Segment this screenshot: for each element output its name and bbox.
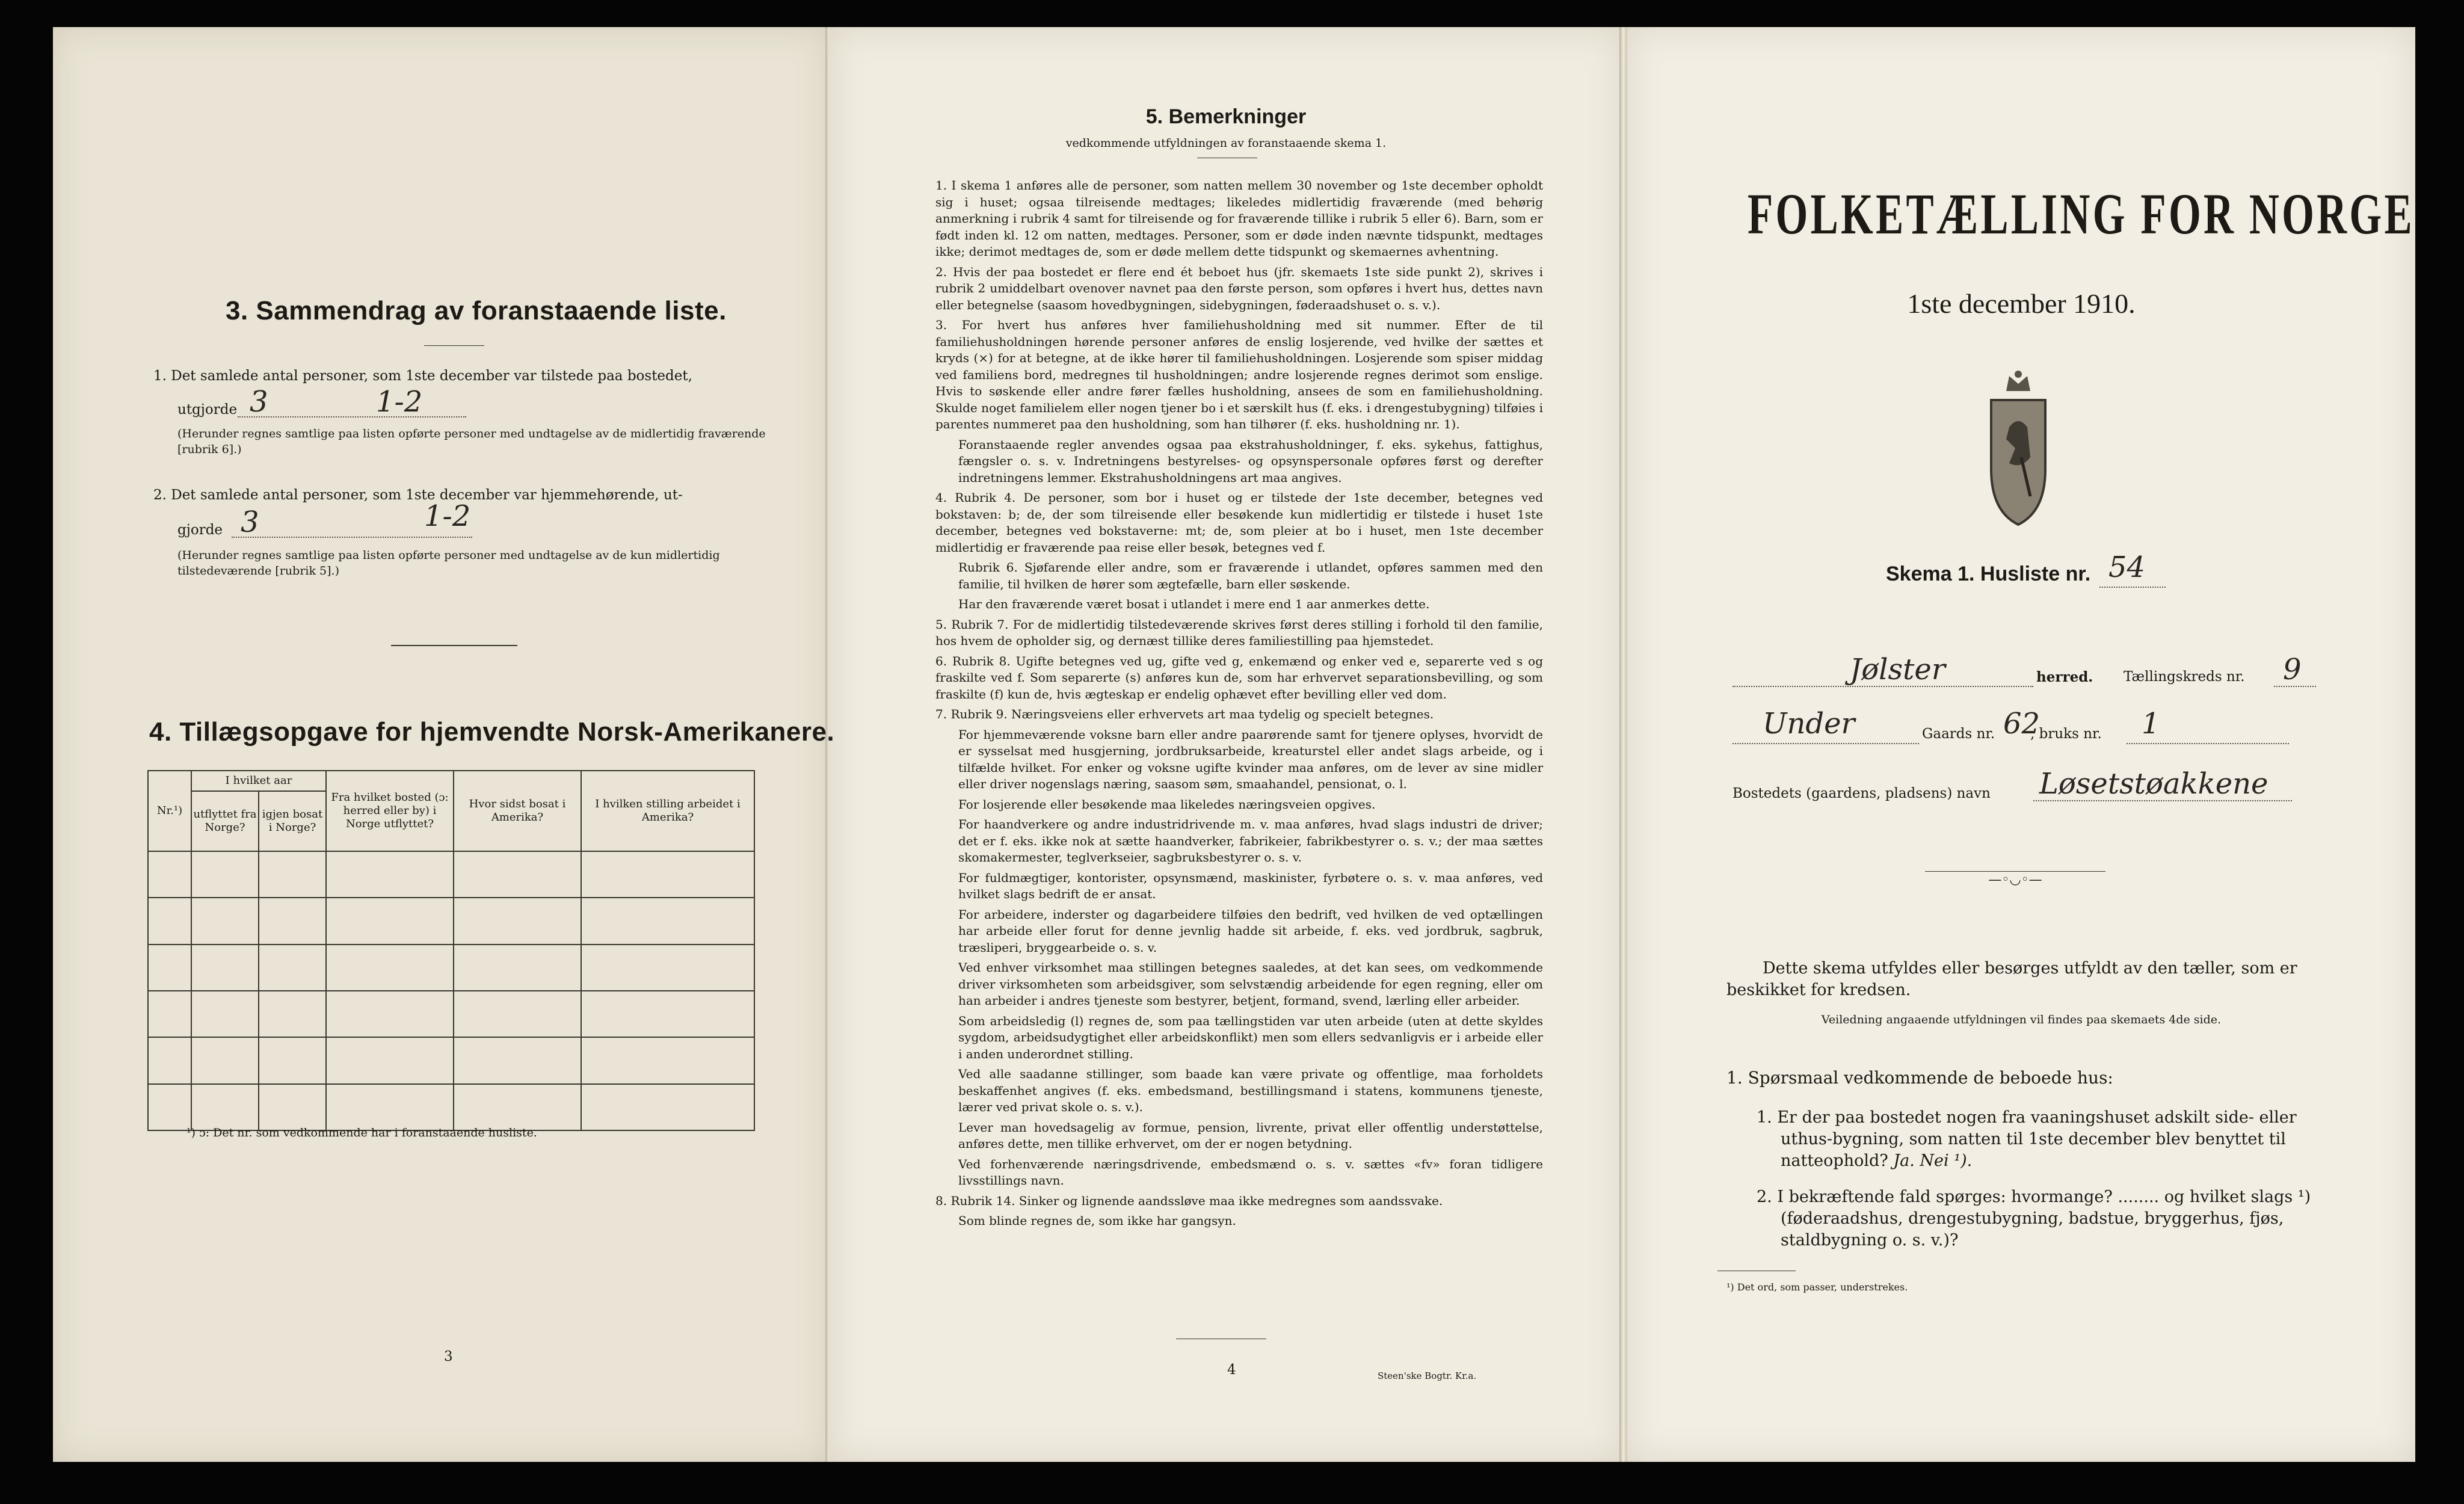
remark-paragraph: 7. Rubrik 9. Næringsveiens eller erhvervets art maa tydelig og specielt betegnes. [935,707,1434,721]
remark-paragraph: Som blinde regnes de, som ikke har gangsyn. [958,1213,1236,1228]
q1-note: (Herunder regnes samtlige paa listen opførte personer med undtagelse av de midlertidig fraværende [rubrik 6].) [177,427,766,456]
schema-label: Skema 1. Husliste nr. [1886,562,2091,585]
norsk-amerikanere-table [147,770,755,1131]
q2-handwritten: 1-2 [424,499,471,533]
divider [424,345,484,346]
remark-paragraph: 8. Rubrik 14. Sinker og lignende aandssløve maa ikke medregnes som aandssvake. [935,1193,1443,1208]
kreds-label: Tællingskreds nr. [2124,669,2245,685]
herred-value: Jølster [1850,653,1945,686]
remark-paragraph: 1. I skema 1 anføres alle de personer, som natten mellem 30 november og 1ste december opholdt sig i huset; ogsaa tilreisende medtages; likeledes midlertidig fraværende (med behørig anmerkning i rubrik 4 samt for tilreisende og for fraværende tillike i rubrik 5 eller 6). Barn, som er født inden kl. 12 om natten, medtages. Personer, som er døde inden nævnte tidspunkt, medtages ikke; derimot medtages de, som er døde mellem dette tidspunkt og skemaernes avhentning. [935,178,1543,259]
bruks-value: 1 [2142,707,2160,741]
gaards-label: Gaards nr. [1922,726,1995,742]
instruction-small: Veiledning angaaende utfyldningen vil findes paa skemaets 4de side. [1821,1013,2222,1026]
instruction: Dette skema utfyldes eller besørges utfyldt av den tæller, som er beskikket for kredsen. [1726,959,2297,999]
remark-paragraph: Foranstaaende regler anvendes ogsaa paa ekstrahusholdninger, f. eks. sykehus, fattighus, fængsler o. s. v. Indretningens bestyrelses- og opsynspersonale opføres først og derefter indretningens lemmer. Ekstrahusholdningens art maa angives. [958,437,1543,485]
footnote: ¹) ɔ: Det nr. som vedkommende har i foranstaaende husliste. [186,1126,537,1139]
q1-text: 1. Det samlede antal personer, som 1ste december var tilstede paa bostedet, [153,368,692,384]
remarks-list [935,177,1543,1233]
bosted-value: Løsetstøakkene [2039,767,2268,801]
remarks-subtitle: vedkommende utfyldningen av foranstaaende skema 1. [1065,137,1387,150]
q2-text: 2. Det samlede antal personer, som 1ste december var hjemmehørende, ut- [153,487,683,503]
page-number: 4 [1227,1362,1236,1378]
footnote: ¹) Det ord, som passer, understrekes. [1726,1281,1908,1293]
col-group-year: I hvilket aar [191,771,326,791]
col-from-place: Fra hvilket bosted (ɔ: herred eller by) i Norge utflyttet? [326,771,454,851]
main-title: FOLKETÆLLING FOR NORGE [1748,182,2415,246]
remark-paragraph: Ved forhenværende næringsdrivende, embedsmænd o. s. v. sættes «fv» foran tidligere livsstillings navn. [958,1156,1543,1188]
remark-paragraph: Lever man hovedsagelig av formue, pension, livrente, privat eller offentlig understøttelse, anføres dette, men tillike erhvervet, om der er nogen betydning. [958,1120,1543,1151]
bosted-line [2033,800,2292,801]
bruks-label: , bruks nr. [2030,726,2102,742]
husliste-line [2099,587,2166,588]
gaards-value: 62 [2003,707,2040,741]
ornament: —◦◡◦— [1988,872,2042,887]
remark-paragraph: Har den fraværende været bosat i utlandet i mere end 1 aar anmerkes dette. [958,597,1430,611]
q1-prefix: utgjorde [177,402,238,418]
remark-paragraph: Ved alle saadanne stillinger, som baade kan være private og offentlige, maa forholdets beskaffenhet angives (f. eks. embedsmand, bestillingsmand i statens, kommunens tjeneste, lærer ved privat skole o. s. v.). [958,1067,1543,1114]
remarks-title: 5. Bemerkninger [1145,105,1307,128]
bruks-line [2127,743,2289,744]
col-nr: Nr.¹) [148,771,191,851]
remark-paragraph: Som arbeidsledig (l) regnes de, som paa tællingstiden var uten arbeide (uten at dette skyldes sygdom, arbeidsudygtighet eller arbeidskonflikt) men som ellers sedvanligvis er i arbeide eller i anden underordnet stilling. [958,1013,1543,1061]
page-number: 3 [444,1349,453,1364]
q2-note: (Herunder regnes samtlige paa listen opførte personer med undtagelse av de kun midlertidig tilstedeværende [rubrik 5].) [177,549,720,578]
divider [391,645,517,646]
printer-mark: Steen'ske Bogtr. Kr.a. [1378,1370,1477,1381]
questions-header: 1. Spørsmaal vedkommende de beboede hus: [1726,1068,2113,1088]
remark-paragraph: 5. Rubrik 7. For de midlertidig tilstedeværende skrives først deres stilling i forhold til den familie, hos hvem de opholder sig, og dernæst tillike deres familiestilling paa hjemstedet. [935,617,1543,648]
page-fold [1619,27,1628,1462]
q1-value: 3 [250,385,268,419]
remark-paragraph: For hjemmeværende voksne barn eller andre paarørende samt for tjenere oplyses, hvorvidt de er sysselsat med husgjerning, jordbruksarbeide, kreaturstel eller andet slags arbeide, og i tilfælde hvilket. For enker og voksne ugifte kvinder maa anføres, om de lever av sine midler eller driver nogenslags næring, saasom søm, smaahandel, pensionat, o. l. [958,727,1543,791]
gaard-value: Under [1763,707,1855,741]
q2-prefix: gjorde [177,522,223,538]
divider [1925,871,2105,872]
question-1: 1. Er der paa bostedet nogen fra vaaningshuset adskilt side- eller uthus-bygning, som natten til 1ste december blev benyttet til natteophold? Ja. Nei ¹). [1757,1108,2297,1170]
col-emigrated: utflyttet fra Norge? [191,791,259,851]
section-3-title: 3. Sammendrag av foranstaaende liste. [226,296,727,325]
remark-paragraph: Ved enhver virksomhet maa stillingen betegnes saaledes, at det kan sees, om vedkommende driver virksomheten som arbeidsgiver, som selvstændig arbeidende for egen regning, eller om han arbeider i andres tjeneste som bestyrer, betjent, formand, svend, lærling eller arbeider. [958,960,1543,1008]
q1-line [238,416,466,418]
remark-paragraph: For arbeidere, inderster og dagarbeidere tilføies den bedrift, ved hvilken de ved optællingen har arbeide eller forut for denne jevnlig hadde sit arbeide, f. eks. ved jordbruk, sagbruk, træsliperi, bryggearbeide o. s. v. [958,907,1543,955]
coat-of-arms-icon [1973,367,2063,529]
remark-paragraph: 6. Rubrik 8. Ugifte betegnes ved ug, gifte ved g, enkemænd og enker ved e, separerte ved s og fraskilte ved f. Som separerte (s) anføres kun de, som har erhvervet separationsbevilling, og som fraskilte (f) kun de, hvis ægteskap er endelig ophævet efter bevilling eller ved dom. [935,653,1543,701]
remark-paragraph: For fuldmægtiger, kontorister, opsynsmænd, maskinister, fyrbøtere o. s. v. maa anføres, ved hvilket slags bedrift de er ansat. [958,870,1543,901]
gaard-line [1732,743,1919,744]
remark-paragraph: For losjerende eller besøkende maa likeledes næringsveien opgives. [958,797,1376,812]
col-america-residence: Hvor sidst bosat i Amerika? [454,771,581,851]
bosted-label: Bostedets (gaardens, pladsens) navn [1732,786,1991,801]
question-2: 2. I bekræftende fald spørges: hvormange? ........ og hvilket slags ¹) (føderaadshus, drengestubygning, badstue, bryggerhus, fjøs, staldbygning o. s. v.)? [1757,1188,2311,1250]
herred-label: herred. [2036,669,2093,685]
q2-value: 3 [241,505,259,539]
remark-paragraph: 4. Rubrik 4. De personer, som bor i huset og er tilstede der 1ste december, betegnes ved bokstaven: b; de, der som tilreisende eller besøkende kun midlertidig er tilstede i huset 1ste december, betegnes ved bokstaverne: mt; de, som pleier at bo i huset, men 1ste december midlertidig er fraværende paa reise eller besøk, betegnes ved f. [935,490,1543,555]
section-4-title: 4. Tillægsopgave for hjemvendte Norsk-Amerikanere. [149,717,835,747]
remark-paragraph: Rubrik 6. Sjøfarende eller andre, som er fraværende i utlandet, opføres sammen med den familie, til hvilken de hører som ægtefælle, barn eller søskende. [958,560,1543,591]
q1-handwritten: 1-2 [376,385,423,419]
col-america-work: I hvilken stilling arbeidet i Amerika? [581,771,754,851]
husliste-number: 54 [2108,550,2146,584]
q2-line [232,537,472,538]
question-1-answer: Ja. Nei ¹). [1893,1151,1973,1170]
kreds-value: 9 [2283,653,2302,686]
remark-paragraph: For haandverkere og andre industridrivende m. v. maa anføres, hvad slags industri de driver; det er f. eks. ikke nok at sætte haandverker, fabrikeier, fabrikbestyrer o. s. v.; der maa sættes skomakermester, teglverkseier, sagbruksbestyrer o. s. v. [958,817,1543,864]
remark-paragraph: 3. For hvert hus anføres hver familiehusholdning med sit nummer. Efter de til familiehusholdningen hørende personer anføres de enslig losjerende, ved hvilke der sættes et kryds (×) for at betegne, at de ikke hører til familiehusholdningen. Losjerende som spiser middag ved familiens bord, medregnes til husholdningen; andre losjerende regnes derimot som enslige. Hvis to søskende eller andre fører fælles husholdning, ansees de som en familiehusholdning. Skulde noget familielem eller nogen tjener bo i et særskilt hus (f. eks. i drengestubygning) tilføies i parentes nummeret paa den husholdning, som han tilhører (f. eks. husholdning nr. 1). [935,318,1543,431]
col-returned: igjen bosat i Norge? [259,791,326,851]
census-date: 1ste december 1910. [1907,288,2136,319]
kreds-line [2274,686,2316,687]
remark-paragraph: 2. Hvis der paa bostedet er flere end ét beboet hus (jfr. skemaets 1ste side punkt 2), skrives i rubrik 2 umiddelbart ovenover navnet paa den første person, som opføres i hvert hus, dettes navn eller betegnelse (saasom hovedbygningen, sidebygningen, føderaadshuset o. s. v.). [935,264,1543,312]
